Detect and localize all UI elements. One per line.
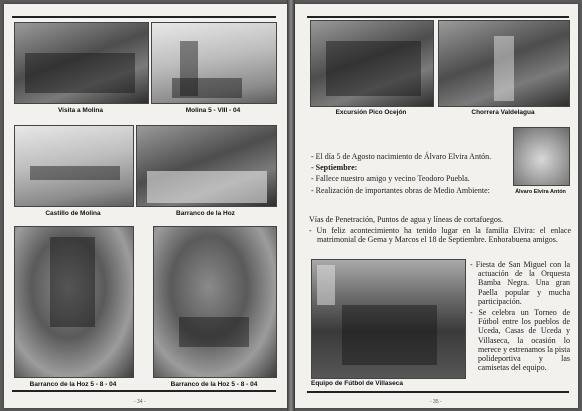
caption-barranco-hoz-date-2: Barranco de la Hoz 5 - 8 - 04 [170,381,258,388]
top-rule [12,16,276,18]
photo-excursion-ocejon [310,20,434,107]
page-number-left: - 34 - [134,399,146,405]
caption-chorrera: Chorrera Valdelagua [471,109,535,116]
item-vias: Vías de Penetración, Puntos de agua y líneas de cortafuegos. [309,215,503,224]
right-page [295,4,578,408]
photo-molina-church [151,22,277,104]
item-septiembre: - Septiembre: [311,163,358,173]
photo-barranco-hoz-house [136,125,277,207]
photo-baby-alvaro [513,127,570,186]
left-page [4,4,287,408]
text-block-upper [311,152,509,197]
photo-visita-molina [14,22,149,104]
photo-barranco-hoz-rock [14,226,134,378]
photo-team-villaseca [311,259,466,379]
caption-excursion: Excursión Pico Ocejón [335,109,407,116]
photo-barranco-hoz-group [153,226,277,378]
page-number-right: - 35 - [430,399,442,405]
book-gutter [287,0,295,411]
photo-chorrera-valdelagua [438,20,570,107]
caption-molina-date: Molina 5 - VIII - 04 [185,107,241,114]
bottom-rule [307,391,569,393]
caption-castillo-molina: Castillo de Molina [45,210,101,217]
item-fallece: - Fallece nuestro amigo y vecino Teodoro Puebla. [311,174,470,184]
caption-barranco-hoz: Barranco de la Hoz [176,210,235,217]
item-nacimiento: - El día 5 de Agosto nacimiento de Álvaro Elvira Antón. [311,152,492,161]
item-fiesta: - Fiesta de San Miguel con la actuación de la Orquesta Bamba Negra. Una gran Paella popular y mucha participación. [470,260,570,306]
bottom-rule [12,390,276,392]
caption-team: Equipo de Fútbol de Villaseca [311,380,403,387]
item-boda: - Un feliz acontecimiento ha tenido lugar en la familia Elvira: el enlace matrimonial de Gema y Marcos el 18 de Septiembre. Enhorabuena amigos. [309,226,571,245]
item-obras: - Realización de importantes obras de Medio Ambiente: [311,185,490,195]
photo-castillo-molina [14,125,134,207]
caption-baby: Álvaro Elvira Antón [515,189,566,195]
caption-barranco-hoz-date-1: Barranco de la Hoz 5 - 8 - 04 [29,381,117,388]
top-rule [307,16,569,18]
text-block-middle [309,215,571,247]
text-block-side [470,260,570,374]
item-torneo: - Se celebra un Torneo de Fútbol entre los pueblos de Uceda, Casas de Uceda y Villaseca, la ocasión lo merece y estrenamos la pista polideportiva y las camisetas del equipo. [470,308,570,373]
caption-visita-molina: Visita a Molina [57,107,104,114]
